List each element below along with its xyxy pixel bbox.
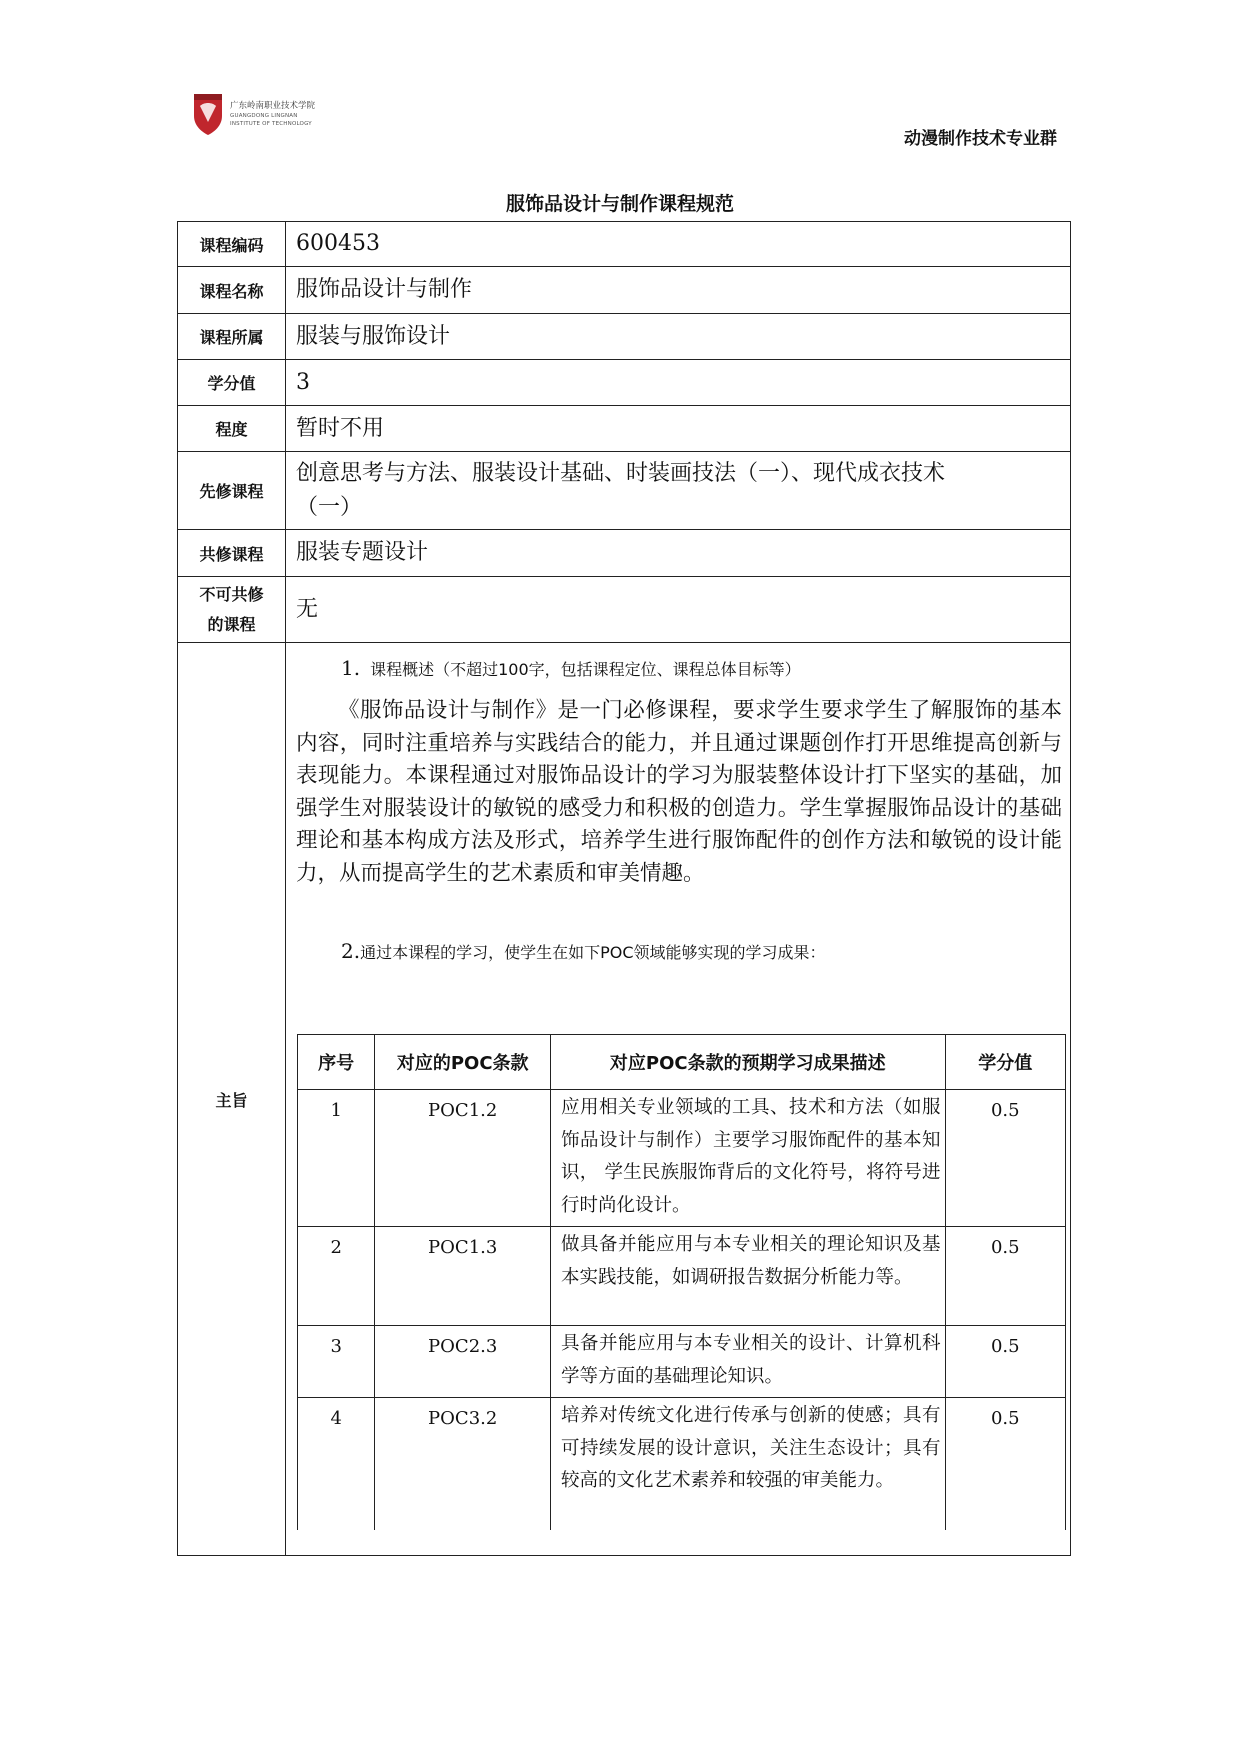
label-course-name: 课程名称 [178, 267, 286, 314]
cell-description: 做具备并能应用与本专业相关的理论知识及基本实践技能，如调研报告数据分析能力等。 [551, 1227, 945, 1326]
section1-number: 1. [341, 656, 361, 680]
value-prerequisites-line2: （一） [296, 494, 363, 520]
cell-no: 2 [298, 1227, 375, 1326]
shield-emblem-icon [192, 92, 224, 136]
label-corequisites: 共修课程 [178, 530, 286, 577]
value-course-belongs: 服装与服饰设计 [296, 323, 451, 349]
cell-no: 1 [298, 1090, 375, 1227]
cell-no: 4 [298, 1398, 375, 1530]
row-corequisites [178, 530, 1071, 577]
label-exclusions [178, 577, 286, 643]
row-prerequisites [178, 452, 1071, 530]
header-poc: 对应的POC条款 [375, 1035, 551, 1090]
value-credits: 3 [296, 369, 310, 395]
poc-table-header [298, 1035, 1066, 1090]
cell-poc: POC3.2 [375, 1398, 551, 1530]
logo-english-line2: INSTITUTE OF TECHNOLOGY [230, 121, 312, 127]
cell-credit: 0.5 [945, 1090, 1065, 1227]
row-credits [178, 360, 1071, 406]
row-course-belongs [178, 314, 1071, 360]
cell-description: 培养对传统文化进行传承与创新的使感；具有可持续发展的设计意识，关注生态设计；具有较高的文化艺术素养和较强的审美能力。 [551, 1398, 945, 1530]
section2-text: 通过本课程的学习，使学生在如下POC领域能够实现的学习成果： [360, 943, 826, 962]
value-course-code: 600453 [296, 231, 380, 256]
value-prerequisites-line1: 创意思考与方法、服装设计基础、时装画技法（一）、现代成衣技术 [296, 460, 946, 486]
header-description: 对应POC条款的预期学习成果描述 [551, 1035, 945, 1090]
logo-chinese-name: 广东岭南职业技术学院 [230, 101, 316, 111]
cell-poc: POC2.3 [375, 1326, 551, 1398]
section1-heading [286, 653, 1070, 683]
header-no: 序号 [298, 1035, 375, 1090]
value-course-name: 服饰品设计与制作 [296, 277, 473, 302]
cell-no: 3 [298, 1326, 375, 1398]
row-exclusions [178, 577, 1071, 643]
label-course-code: 课程编码 [178, 222, 286, 267]
value-corequisites: 服装专题设计 [296, 540, 429, 565]
table-row [298, 1326, 1066, 1398]
course-overview-paragraph: 《服饰品设计与制作》是一门必修课程，要求学生要求学生了解服饰的基本内容，同时注重培养与实践结合的能力，并且通过课题创作打开思维提高创新与表现能力。本课程通过对服饰品设计的学习为服装整体设计打下坚实的基础，加强学生对服装设计的敏锐的感受力和积极的创造力。学生掌握服饰品设计的基础理论和基本构成方法及形式，培养学生进行服饰配件的创作方法和敏锐的设计能力，从而提高学生的艺术素质和审美情趣。 [296, 698, 1062, 886]
cell-poc: POC1.2 [375, 1090, 551, 1227]
cell-credit: 0.5 [945, 1227, 1065, 1326]
label-level: 程度 [178, 406, 286, 452]
label-course-belongs: 课程所属 [178, 314, 286, 360]
school-logo [192, 92, 316, 138]
section2-number: 2. [341, 939, 361, 963]
cell-credit: 0.5 [945, 1326, 1065, 1398]
value-exclusions: 无 [296, 596, 319, 622]
label-main-purpose: 主旨 [178, 643, 286, 1556]
poc-outcomes-table [297, 1034, 1066, 1530]
table-row [298, 1090, 1066, 1227]
main-purpose-content [286, 643, 1071, 1556]
table-row [298, 1227, 1066, 1326]
row-course-code [178, 222, 1071, 267]
label-exclusions-line1: 不可共修 [199, 584, 264, 604]
section2-heading [286, 936, 1070, 966]
department-name: 动漫制作技术专业群 [904, 129, 1057, 149]
cell-description: 应用相关专业领域的工具、技术和方法（如服饰品设计与制作）主要学习服饰配件的基本知识， 学生民族服饰背后的文化符号，将符号进行时尚化设计。 [551, 1090, 945, 1227]
cell-description: 具备并能应用与本专业相关的设计、计算机科学等方面的基础理论知识。 [551, 1326, 945, 1398]
label-prerequisites: 先修课程 [178, 452, 286, 530]
value-level: 暂时不用 [296, 415, 385, 441]
logo-english-line1: GUANGDONG LINGNAN [230, 113, 298, 119]
cell-poc: POC1.3 [375, 1227, 551, 1326]
label-exclusions-line2: 的课程 [207, 614, 256, 634]
label-credits: 学分值 [178, 360, 286, 406]
row-main-purpose [178, 643, 1071, 1556]
cell-credit: 0.5 [945, 1398, 1065, 1530]
course-spec-table [177, 221, 1071, 1556]
section1-text: 课程概述（不超过100字，包括课程定位、课程总体目标等） [370, 660, 801, 679]
document-title: 服饰品设计与制作课程规范 [505, 193, 734, 215]
row-level [178, 406, 1071, 452]
header-credit: 学分值 [945, 1035, 1065, 1090]
table-row [298, 1398, 1066, 1530]
row-course-name [178, 267, 1071, 314]
